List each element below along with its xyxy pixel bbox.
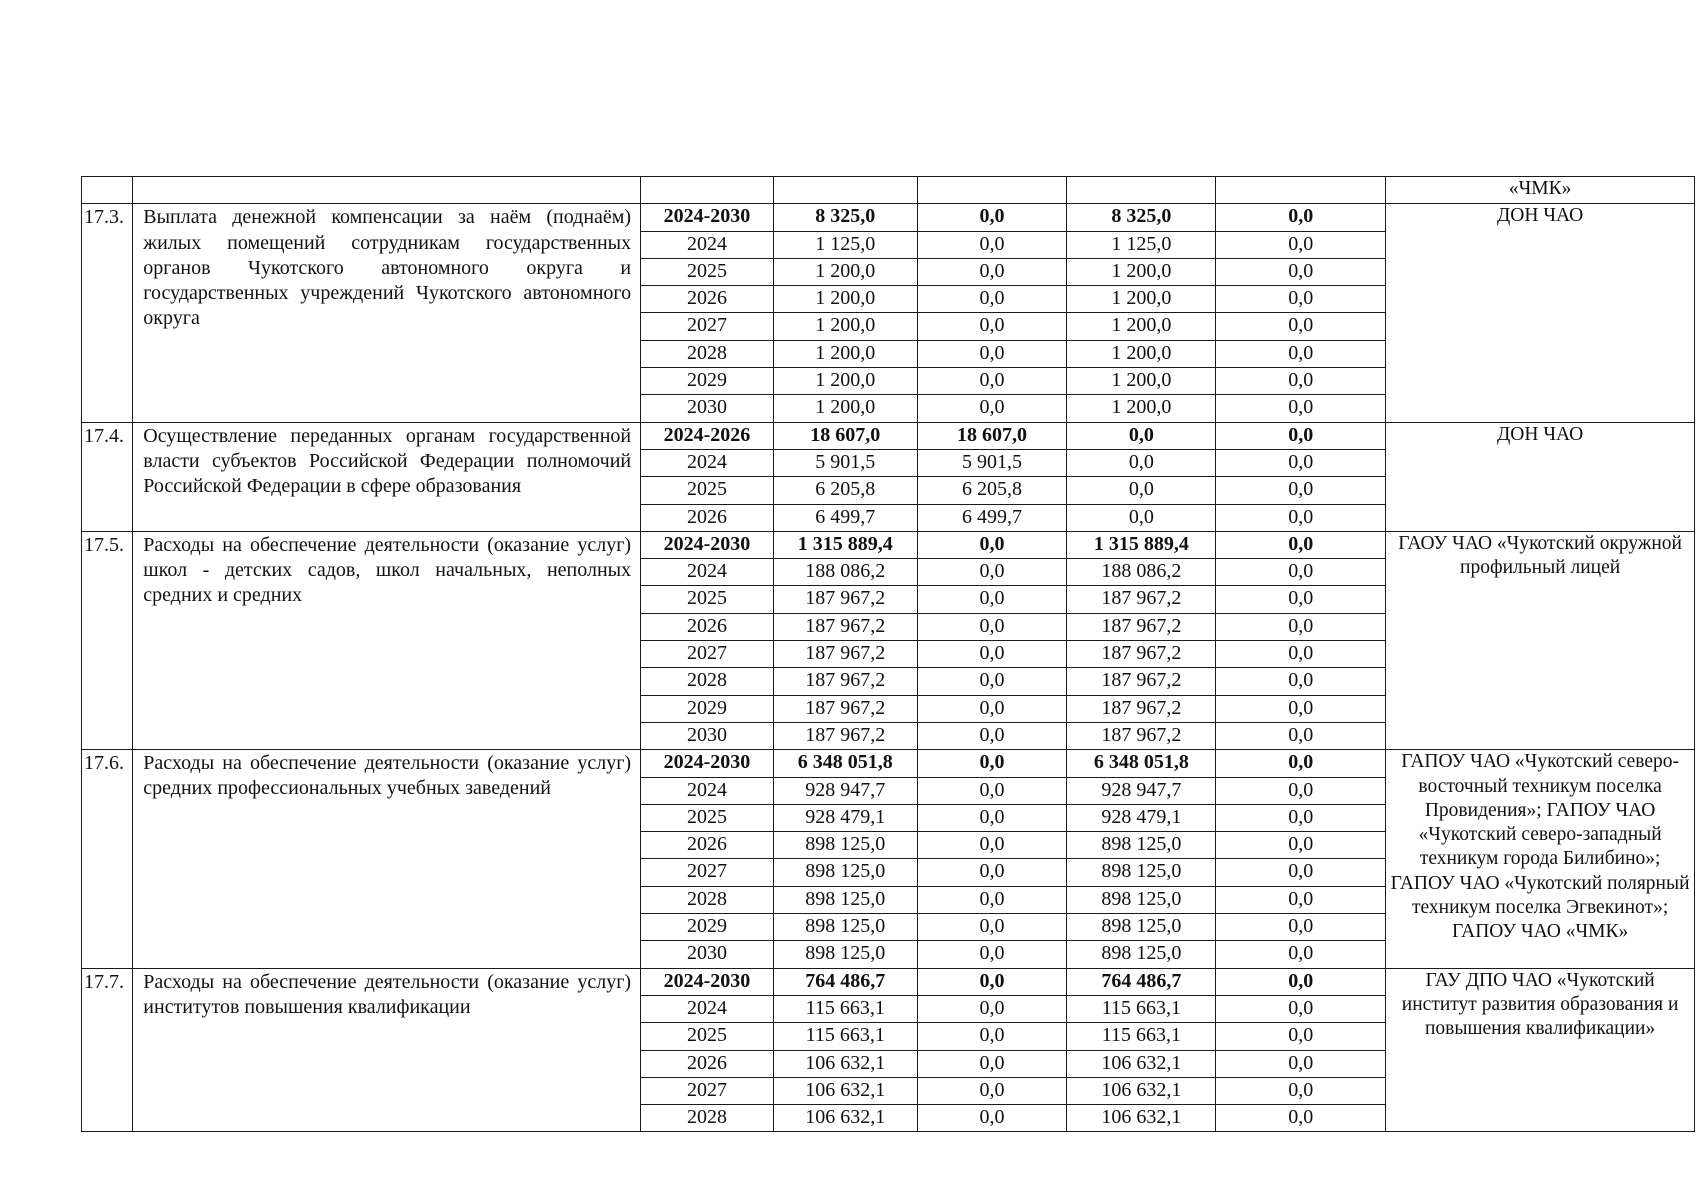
value-cell: 0,0 <box>917 313 1067 340</box>
value-cell: 187 967,2 <box>1067 695 1216 722</box>
value-cell: 0,0 <box>1216 722 1386 749</box>
period-cell: 2028 <box>641 886 774 913</box>
value-cell: 0,0 <box>917 340 1067 367</box>
value-cell: 8 325,0 <box>1067 204 1216 231</box>
section-number: 17.6. <box>82 750 133 968</box>
period-cell: 2025 <box>641 804 774 831</box>
period-cell: 2025 <box>641 1023 774 1050</box>
value-cell: 187 967,2 <box>1067 586 1216 613</box>
section-name: Расходы на обеспечение деятельности (оказание услуг) школ - детских садов, школ начальных, неполных средних и средних <box>133 531 641 749</box>
period-cell: 2024-2030 <box>641 531 774 558</box>
period-cell: 2025 <box>641 586 774 613</box>
total-cell: 1 200,0 <box>773 368 917 395</box>
value-cell: 0,0 <box>1216 395 1386 422</box>
value-cell: 0,0 <box>917 368 1067 395</box>
value-cell: 0,0 <box>917 586 1067 613</box>
name-cell <box>133 177 641 204</box>
value-cell: 1 315 889,4 <box>1067 531 1216 558</box>
value-cell: 0,0 <box>917 832 1067 859</box>
period-cell: 2024-2030 <box>641 968 774 995</box>
value-cell: 0,0 <box>1216 995 1386 1022</box>
period-cell: 2029 <box>641 914 774 941</box>
value-cell: 0,0 <box>917 531 1067 558</box>
period-cell: 2026 <box>641 1050 774 1077</box>
value-cell: 0,0 <box>1216 531 1386 558</box>
section-number: 17.7. <box>82 968 133 1132</box>
value-cell: 0,0 <box>917 1023 1067 1050</box>
total-cell: 898 125,0 <box>773 886 917 913</box>
value-cell: 0,0 <box>1216 859 1386 886</box>
value-cell: 0,0 <box>1216 559 1386 586</box>
section-number: 17.5. <box>82 531 133 749</box>
value-cell: 0,0 <box>1216 777 1386 804</box>
total-cell: 188 086,2 <box>773 559 917 586</box>
value-cell: 0,0 <box>917 641 1067 668</box>
section-total-row <box>82 531 1695 558</box>
value-cell: 106 632,1 <box>1067 1077 1216 1104</box>
total-cell: 1 315 889,4 <box>773 531 917 558</box>
total-cell: 187 967,2 <box>773 641 917 668</box>
value-cell: 0,0 <box>1216 804 1386 831</box>
period-cell: 2025 <box>641 258 774 285</box>
executor-cell: ДОН ЧАО <box>1386 204 1695 422</box>
value-cell: 0,0 <box>917 914 1067 941</box>
period-cell: 2030 <box>641 722 774 749</box>
value-cell: 187 967,2 <box>1067 641 1216 668</box>
section-name: Расходы на обеспечение деятельности (оказание услуг) средних профессиональных учебных заведений <box>133 750 641 968</box>
value-cell: 0,0 <box>1216 286 1386 313</box>
period-cell: 2029 <box>641 368 774 395</box>
total-cell: 8 325,0 <box>773 204 917 231</box>
value-cell: 764 486,7 <box>1067 968 1216 995</box>
value-cell: 0,0 <box>1216 231 1386 258</box>
value-cell: 0,0 <box>917 668 1067 695</box>
total-cell: 6 205,8 <box>773 477 917 504</box>
executor-cell: ГАОУ ЧАО «Чукотский окружной профильный лицей <box>1386 531 1695 749</box>
section-total-row <box>82 204 1695 231</box>
value-cell <box>1216 177 1386 204</box>
value-cell: 0,0 <box>917 613 1067 640</box>
value-cell: 187 967,2 <box>1067 613 1216 640</box>
total-cell: 187 967,2 <box>773 613 917 640</box>
period-cell: 2024-2026 <box>641 422 774 449</box>
total-cell: 898 125,0 <box>773 832 917 859</box>
total-cell <box>773 177 917 204</box>
value-cell: 0,0 <box>917 695 1067 722</box>
value-cell: 0,0 <box>1216 832 1386 859</box>
total-cell: 187 967,2 <box>773 695 917 722</box>
value-cell: 0,0 <box>917 968 1067 995</box>
value-cell: 898 125,0 <box>1067 914 1216 941</box>
value-cell: 1 125,0 <box>1067 231 1216 258</box>
total-cell: 928 479,1 <box>773 804 917 831</box>
period-cell: 2024-2030 <box>641 750 774 777</box>
total-cell: 115 663,1 <box>773 995 917 1022</box>
period-cell: 2024-2030 <box>641 204 774 231</box>
total-cell: 1 200,0 <box>773 340 917 367</box>
value-cell: 0,0 <box>1216 368 1386 395</box>
period-cell: 2026 <box>641 613 774 640</box>
value-cell: 898 125,0 <box>1067 941 1216 968</box>
value-cell: 0,0 <box>917 995 1067 1022</box>
section-number: 17.3. <box>82 204 133 422</box>
executor-cell: ГАУ ДПО ЧАО «Чукотский институт развития образования и повышения квалификации» <box>1386 968 1695 1132</box>
value-cell: 0,0 <box>1216 886 1386 913</box>
value-cell: 115 663,1 <box>1067 995 1216 1022</box>
value-cell: 0,0 <box>917 1050 1067 1077</box>
value-cell: 898 125,0 <box>1067 886 1216 913</box>
period-cell: 2025 <box>641 477 774 504</box>
value-cell: 0,0 <box>1067 477 1216 504</box>
period-cell: 2030 <box>641 395 774 422</box>
value-cell: 1 200,0 <box>1067 395 1216 422</box>
value-cell: 187 967,2 <box>1067 722 1216 749</box>
value-cell: 0,0 <box>1067 422 1216 449</box>
total-cell: 18 607,0 <box>773 422 917 449</box>
value-cell: 0,0 <box>1216 340 1386 367</box>
value-cell: 0,0 <box>1216 914 1386 941</box>
value-cell: 0,0 <box>917 286 1067 313</box>
period-cell: 2027 <box>641 313 774 340</box>
total-cell: 1 200,0 <box>773 313 917 340</box>
value-cell: 0,0 <box>1216 504 1386 531</box>
value-cell: 0,0 <box>1216 695 1386 722</box>
value-cell <box>917 177 1067 204</box>
section-name: Выплата денежной компенсации за наём (поднаём) жилых помещений сотрудникам государственных органов Чукотского автономного округа и государственных учреждений Чукотского автономного округа <box>133 204 641 422</box>
section-total-row <box>82 422 1695 449</box>
total-cell: 187 967,2 <box>773 722 917 749</box>
value-cell: 0,0 <box>917 1105 1067 1132</box>
value-cell: 0,0 <box>917 722 1067 749</box>
total-cell: 115 663,1 <box>773 1023 917 1050</box>
period-cell: 2027 <box>641 641 774 668</box>
value-cell: 0,0 <box>1216 449 1386 476</box>
total-cell: 764 486,7 <box>773 968 917 995</box>
value-cell: 0,0 <box>917 231 1067 258</box>
value-cell: 6 205,8 <box>917 477 1067 504</box>
executor-cell: ДОН ЧАО <box>1386 422 1695 531</box>
value-cell: 0,0 <box>1216 258 1386 285</box>
value-cell: 106 632,1 <box>1067 1050 1216 1077</box>
continuation-row <box>82 177 1695 204</box>
total-cell: 6 348 051,8 <box>773 750 917 777</box>
value-cell: 0,0 <box>917 804 1067 831</box>
value-cell: 0,0 <box>1216 941 1386 968</box>
value-cell: 187 967,2 <box>1067 668 1216 695</box>
value-cell: 0,0 <box>1216 1077 1386 1104</box>
section-total-row <box>82 968 1695 995</box>
value-cell: 0,0 <box>1216 641 1386 668</box>
period-cell: 2026 <box>641 286 774 313</box>
budget-table-body <box>82 177 1695 1132</box>
value-cell: 0,0 <box>1067 449 1216 476</box>
value-cell: 0,0 <box>1216 1023 1386 1050</box>
period-cell: 2029 <box>641 695 774 722</box>
total-cell: 898 125,0 <box>773 859 917 886</box>
section-total-row <box>82 750 1695 777</box>
period-cell: 2027 <box>641 1077 774 1104</box>
value-cell: 0,0 <box>917 1077 1067 1104</box>
total-cell: 898 125,0 <box>773 914 917 941</box>
value-cell: 6 499,7 <box>917 504 1067 531</box>
total-cell: 1 200,0 <box>773 395 917 422</box>
period-cell: 2024 <box>641 995 774 1022</box>
value-cell: 1 200,0 <box>1067 286 1216 313</box>
value-cell <box>1067 177 1216 204</box>
value-cell: 18 607,0 <box>917 422 1067 449</box>
value-cell: 1 200,0 <box>1067 258 1216 285</box>
total-cell: 106 632,1 <box>773 1077 917 1104</box>
value-cell: 0,0 <box>917 258 1067 285</box>
executor-cell: ГАПОУ ЧАО «Чукотский северо-восточный техникум поселка Провидения»; ГАПОУ ЧАО «Чукотский северо-западный техникум города Билибино»; ГАПОУ ЧАО «Чукотский полярный техникум поселка Эгвекинот»; ГАПОУ ЧАО «ЧМК» <box>1386 750 1695 968</box>
value-cell: 5 901,5 <box>917 449 1067 476</box>
value-cell: 898 125,0 <box>1067 859 1216 886</box>
total-cell: 928 947,7 <box>773 777 917 804</box>
value-cell: 0,0 <box>917 395 1067 422</box>
total-cell: 898 125,0 <box>773 941 917 968</box>
total-cell: 106 632,1 <box>773 1050 917 1077</box>
period-cell: 2026 <box>641 832 774 859</box>
value-cell: 1 200,0 <box>1067 313 1216 340</box>
value-cell: 115 663,1 <box>1067 1023 1216 1050</box>
value-cell: 898 125,0 <box>1067 832 1216 859</box>
value-cell: 106 632,1 <box>1067 1105 1216 1132</box>
total-cell: 6 499,7 <box>773 504 917 531</box>
period-cell: 2028 <box>641 340 774 367</box>
section-name: Осуществление переданных органам государственной власти субъектов Российской Федерации полномочий Российской Федерации в сфере образования <box>133 422 641 531</box>
value-cell: 0,0 <box>917 777 1067 804</box>
value-cell: 0,0 <box>1216 313 1386 340</box>
value-cell: 0,0 <box>1216 422 1386 449</box>
value-cell: 0,0 <box>917 941 1067 968</box>
value-cell: 0,0 <box>917 204 1067 231</box>
period-cell: 2028 <box>641 1105 774 1132</box>
value-cell: 0,0 <box>1216 477 1386 504</box>
total-cell: 187 967,2 <box>773 668 917 695</box>
value-cell: 928 947,7 <box>1067 777 1216 804</box>
period-cell: 2024 <box>641 777 774 804</box>
value-cell: 0,0 <box>1067 504 1216 531</box>
value-cell: 0,0 <box>1216 586 1386 613</box>
period-cell: 2028 <box>641 668 774 695</box>
value-cell: 0,0 <box>917 886 1067 913</box>
value-cell: 0,0 <box>1216 1105 1386 1132</box>
period-cell: 2024 <box>641 231 774 258</box>
index-cell <box>82 177 133 204</box>
total-cell: 1 125,0 <box>773 231 917 258</box>
value-cell: 6 348 051,8 <box>1067 750 1216 777</box>
value-cell: 0,0 <box>917 559 1067 586</box>
section-number: 17.4. <box>82 422 133 531</box>
section-name: Расходы на обеспечение деятельности (оказание услуг) институтов повышения квалификации <box>133 968 641 1132</box>
total-cell: 1 200,0 <box>773 258 917 285</box>
period-cell: 2027 <box>641 859 774 886</box>
value-cell: 0,0 <box>1216 204 1386 231</box>
total-cell: 1 200,0 <box>773 286 917 313</box>
value-cell: 928 479,1 <box>1067 804 1216 831</box>
value-cell: 0,0 <box>917 750 1067 777</box>
budget-table <box>81 176 1695 1132</box>
period-cell <box>641 177 774 204</box>
total-cell: 106 632,1 <box>773 1105 917 1132</box>
value-cell: 1 200,0 <box>1067 340 1216 367</box>
value-cell: 0,0 <box>1216 968 1386 995</box>
value-cell: 0,0 <box>1216 668 1386 695</box>
period-cell: 2030 <box>641 941 774 968</box>
total-cell: 187 967,2 <box>773 586 917 613</box>
period-cell: 2024 <box>641 449 774 476</box>
executor-cell: «ЧМК» <box>1386 177 1695 204</box>
value-cell: 0,0 <box>1216 750 1386 777</box>
value-cell: 0,0 <box>1216 613 1386 640</box>
value-cell: 0,0 <box>1216 1050 1386 1077</box>
total-cell: 5 901,5 <box>773 449 917 476</box>
value-cell: 188 086,2 <box>1067 559 1216 586</box>
period-cell: 2024 <box>641 559 774 586</box>
period-cell: 2026 <box>641 504 774 531</box>
value-cell: 1 200,0 <box>1067 368 1216 395</box>
value-cell: 0,0 <box>917 859 1067 886</box>
